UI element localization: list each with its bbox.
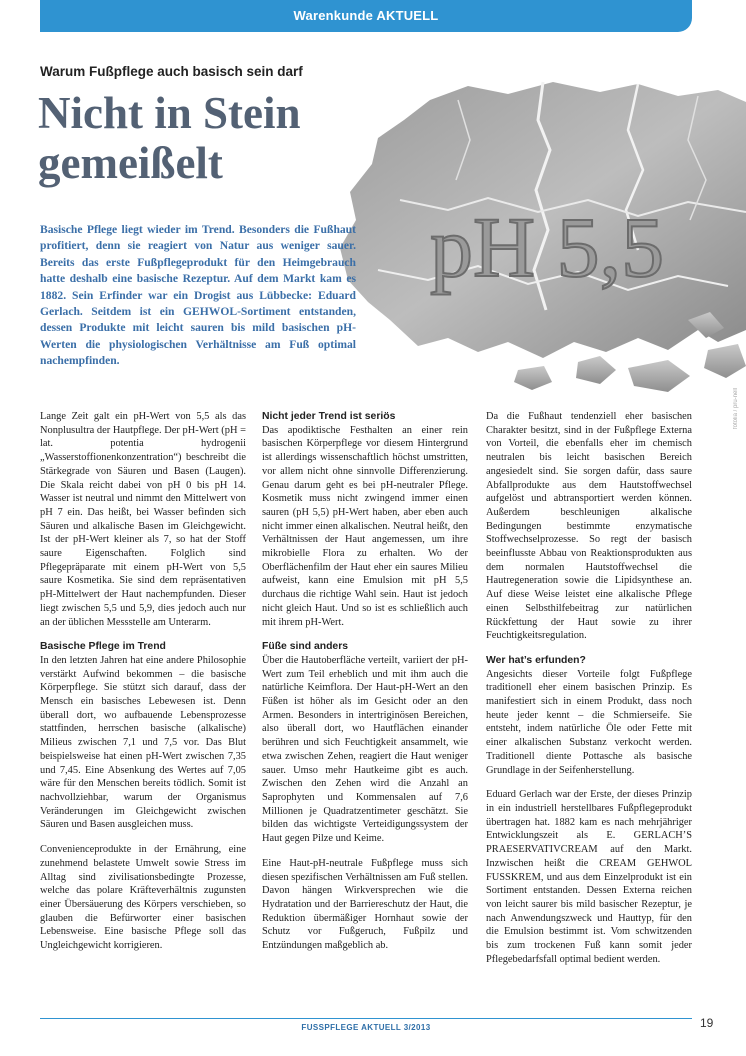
- section-title: Warenkunde AKTUELL: [293, 8, 439, 23]
- text-column-3: [486, 410, 692, 977]
- subheading: Wer hat’s erfunden?: [486, 654, 586, 666]
- article-title: Nicht in Stein gemeißelt: [38, 88, 301, 188]
- cracked-stone-image: [338, 80, 746, 398]
- ph-value-text: pH 5,5: [430, 199, 665, 295]
- subheading: Basische Pflege im Trend: [40, 641, 166, 653]
- footer-publication: FUSSPFLEGE AKTUELL 3/2013: [301, 1023, 431, 1032]
- article-lead: Basische Pflege liegt wieder im Trend. Besonders die Fußhaut profitiert, denn sie reagiert von Natur aus weniger sauer. Bereits das erste Fußpflegeprodukt für den Heimgebrauch hatte deshalb eine basische Rezeptur. Auf dem Markt kam es 1882. Sein Erfinder war ein Drogist aus Lübbecke: Eduard Gerlach. Seitdem ist ein GEHWOL-Sortiment entstanden, dessen Produkte mit leicht sauren bis mild basischen pH-Werten die physiologischen Verhältnisse am Fuß optimal nachempfinden.: [40, 223, 356, 368]
- article-kicker: Warum Fußpflege auch basisch sein darf: [40, 64, 303, 79]
- paragraph: Über die Hautoberfläche verteilt, variiert der pH-Wert zum Teil erheblich und mit ihm auch die natürliche Keimflora. Der Haut-pH-Wert an den Füßen ist höher als im Gesicht oder an den Armen. Besonders in intertriginösen Bereichen, also überall dort, wo Hautflächen einander berühren und sich Feuchtigkeit ansammelt, wie etwa zwischen Zehen, reagiert die Haut weniger sauer. Umso mehr Hautkeime gibt es auch. Zwischen den Zehen wird die Anzahl an Saprophyten und Kommensalen auf 7,6 Millionen je Quadratzentimeter geschätzt. Sie bilden das wichtigste Verteidigungssystem der Haut gegen Pilze und Keime.: [262, 654, 468, 845]
- text-column-1: [40, 410, 246, 964]
- paragraph: Lange Zeit galt ein pH-Wert von 5,5 als das Nonplusultra der Hautpflege. Der pH-Wert (pH = lat. potentia hydrogenii „Wasserstoffionenkonzentration“) beschreibt die Stärkegrade von Säuren und Basen (Laugen). Die Skala reicht dabei von pH 0 bis pH 14. Wasser ist neutral und nimmt den Mittelwert von pH 7 ein. Das heißt, bei Wasser befinden sich Säuren und alkalische Basen im Gleichgewicht. Ist der pH-Wert kleiner als 7, so hat der Stoff saure Eigenschaften. Folglich sind Pflegepräparate mit einem pH-Wert von 5,5 saure Kosmetika. Sie sind dem repräsentativen pH-Mittelwert der Haut nachempfunden. Dieser liegt zwischen 5,5 und 5,9, dies jedoch auch nur an der üblichen Messstelle am Unterarm.: [40, 411, 246, 628]
- page-number: 19: [700, 1016, 714, 1030]
- paragraph: Da die Fußhaut tendenziell eher basischen Charakter besitzt, sind in der Fußpflege Externa von Vorteil, die ebenfalls eher im chemisch neutralen bis leicht basischen Bereich angesiedelt sind. Sie sorgen dafür, dass saure Abfallprodukte aus dem Hautstoffwechsel aufgelöst und abtransportiert werden können. Außerdem beschleunigen alkalische Bedingungen bestimmte enzymatische Stoffwechselprozesse. So regt der basisch beeinflusste Abbau von Reaktionsprodukten aus dem normalen Hautstoffwechsel die Hautregeneration sowie die Lipidsynthese an. Auf diese Weise leistet eine alkalische Pflege einen Selbsthilfebeitrag zur natürlichen Rückfettung der Haut sowie zu ihrer Feuchtigkeitsregulation.: [486, 411, 692, 642]
- footer-divider: [40, 1018, 692, 1019]
- paragraph: Angesichts dieser Vorteile folgt Fußpflege traditionell eher einem basischen Prinzip. Es manifestiert sich in einem Produkt, dass noch heute jeder kennt – die Schmierseife. Sie entsteht, indem natürliche Öle oder Fette mit einer alkalischen Substanz verkocht werden. Traditionell diente Pottasche als basische Grundlage in der Seifenherstellung.: [486, 668, 692, 776]
- subheading: Nicht jeder Trend ist seriös: [262, 411, 396, 422]
- text-column-2: [262, 410, 468, 964]
- paragraph: Eduard Gerlach war der Erste, der dieses Prinzip in ein industriell herstellbares Fußpflegeprodukt übertragen hat. 1882 kam es nach mehrjähriger Entwicklungszeit als E. GERLACH’S PRAESERVATIVCREAM auf den Markt. Inzwischen heißt die CREAM GEHWOL FUSSKREM, und aus dem Einzelprodukt ist ein Sortiment entstanden. Dessen Externa reichen von leicht saurer bis mild basischer Rezeptur, je nach Anwendungszweck und Hauttyp, für den die Emulsion bestimmt ist. Vom schwitzenden bis zum trockenen Fuß kann somit jeder Pflegebedarfsfall optimal bedient werden.: [486, 789, 692, 965]
- paragraph: Convenienceprodukte in der Ernährung, eine zunehmend belastete Umwelt sowie Stress im Alltag sind zivilisationsbedingte Prozesse, welche das polare Kräfteverhältnis zugunsten einer Übersäuerung des Körpers verschieben, so glauben die Befürworter einer basischen Lebensweise. Eine basische Pflege soll das Ungleichgewicht korrigieren.: [40, 844, 246, 952]
- paragraph: Eine Haut-pH-neutrale Fußpflege muss sich diesen spezifischen Verhältnissen am Fuß stellen. Davon hängen Wirkversprechen wie die Hydratation und der Barriereschutz der Haut, die Reduktion übermäßiger Hornhaut sowie der Schutz vor Fußgeruch, Fußpilz und Entzündungen maßgeblich ab.: [262, 857, 468, 952]
- paragraph: Das apodiktische Festhalten an einer rein basischen Körperpflege vor diesem Hintergrund ist allerdings wissenschaftlich höchst umstritten, vor allem nicht ohne sinnvolle Differenzierung. Genau darum geht es bei pH-neutraler Pflege. Kosmetik muss nicht zwingend immer einen sauren (pH 5,5) pH-Wert haben, aber eben auch nicht immer einen alkalischen. Neutral heißt, den Verhältnissen der Haut angemessen, um ihre mikrobielle Flora zu erhalten. Wo der Oberflächenfilm der Haut eher ein saures Milieu aufweist, kann eine Emulsion mit pH 5,5 durchaus die richtige Wahl sein. Haut ist jedoch nicht gleich Haut. Und so ist es schließlich auch mit ihrem pH-Wert.: [262, 424, 468, 628]
- paragraph: In den letzten Jahren hat eine andere Philosophie verstärkt Aufwind bekommen – die basische Körperpflege. Sie stützt sich darauf, dass der Mensch ein basisches Lebewesen ist. Denn überall dort, wo aufbauende Lebensprozesse stattfinden, herrschen basische (alkalische) Milieus zwischen 7,1 und 7,5 vor. Das Blut beispielsweise hat einen pH-Wert zwischen 7,35 und 7,45. Eine Absenkung des Wertes auf 7,05 wäre für den Menschen bereits tödlich. Somit ist nachvollziehbar, warum der Organismus Veränderungen im Gleichgewicht zwischen Säuren und Basen ausgleichen muss.: [40, 654, 246, 831]
- image-credit: fotolia / pru-nell: [733, 388, 739, 430]
- section-header-bar: [40, 0, 692, 32]
- subheading: Füße sind anders: [262, 641, 349, 653]
